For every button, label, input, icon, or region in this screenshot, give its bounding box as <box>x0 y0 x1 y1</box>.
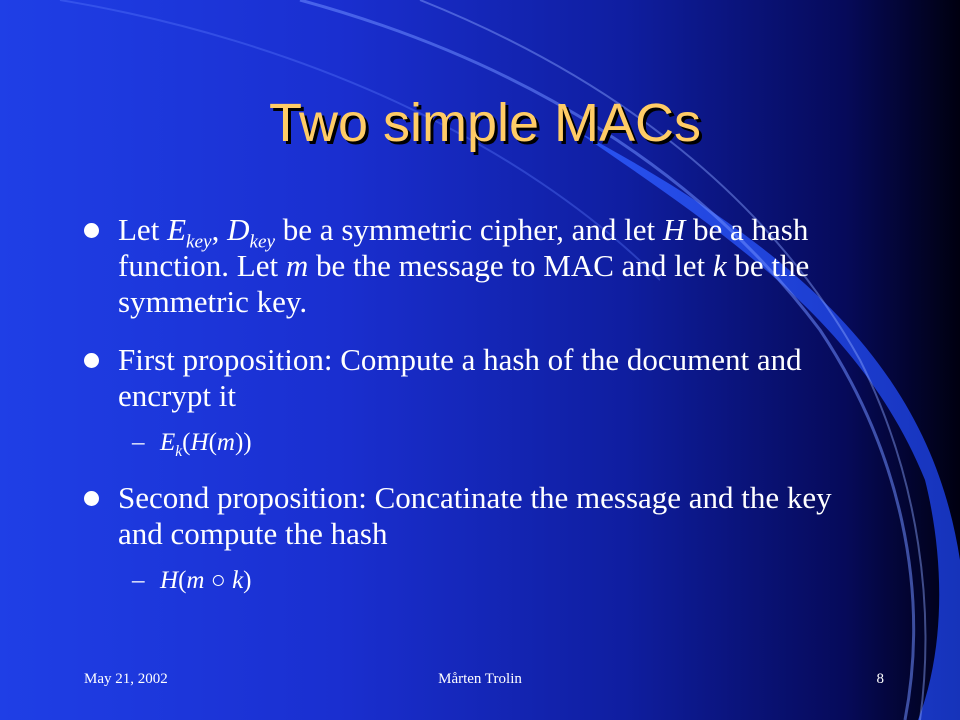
sub-bullet-text <box>160 429 252 460</box>
dash-icon: – <box>132 429 145 456</box>
sub-bullet-item <box>118 428 874 458</box>
text-segment: ( <box>178 567 187 594</box>
bullet-dot-icon <box>84 491 99 506</box>
footer-author: Mårten Trolin <box>438 671 522 687</box>
text-segment: be the symmetric key. <box>118 248 810 319</box>
text-segment: Let <box>118 212 168 247</box>
text-segment: ) <box>243 567 252 594</box>
text-segment: ( <box>182 429 191 456</box>
text-segment: E <box>167 212 186 247</box>
bullet-list <box>84 212 874 596</box>
text-segment: m <box>216 429 235 456</box>
bullet-dot-icon <box>84 353 99 368</box>
text-segment: be the message to MAC and let <box>308 248 713 283</box>
text-segment: , <box>211 212 228 247</box>
bullet-item <box>84 342 874 458</box>
bullet-item <box>84 480 874 596</box>
text-segment: be a hash function. Let <box>118 212 809 283</box>
bullet-text <box>118 342 802 413</box>
text-segment: H <box>662 212 686 247</box>
sub-bullet-item <box>118 566 874 596</box>
text-segment: H <box>190 429 209 456</box>
text-segment: Second proposition: Concatinate the message and the key and compute the hash <box>118 480 832 551</box>
text-segment: m <box>285 248 309 283</box>
subscript-text: key <box>186 231 212 253</box>
text-segment: H <box>160 567 179 594</box>
footer-date: May 21, 2002 <box>84 671 168 687</box>
bullet-text <box>118 480 832 551</box>
text-segment: E <box>160 429 176 456</box>
bullet-text <box>118 212 809 319</box>
text-segment: ( <box>208 429 217 456</box>
text-segment: ○ <box>204 567 233 594</box>
bullet-dot-icon <box>84 223 99 238</box>
text-segment: be a symmetric cipher, and let <box>275 212 663 247</box>
text-segment: First proposition: Compute a hash of the document and encrypt it <box>118 342 802 413</box>
dash-icon: – <box>132 567 145 594</box>
subscript-text: key <box>249 231 276 253</box>
slide-title: Two simple MACs <box>268 93 702 153</box>
bullet-item <box>84 212 874 320</box>
text-segment: k <box>232 567 244 594</box>
subscript-text: k <box>175 442 183 460</box>
text-segment: k <box>712 248 727 283</box>
text-segment: m <box>186 567 205 594</box>
sub-bullet-text <box>160 567 252 594</box>
text-segment: )) <box>234 429 252 456</box>
footer-page-number: 8 <box>876 671 884 687</box>
text-segment: D <box>227 212 250 247</box>
